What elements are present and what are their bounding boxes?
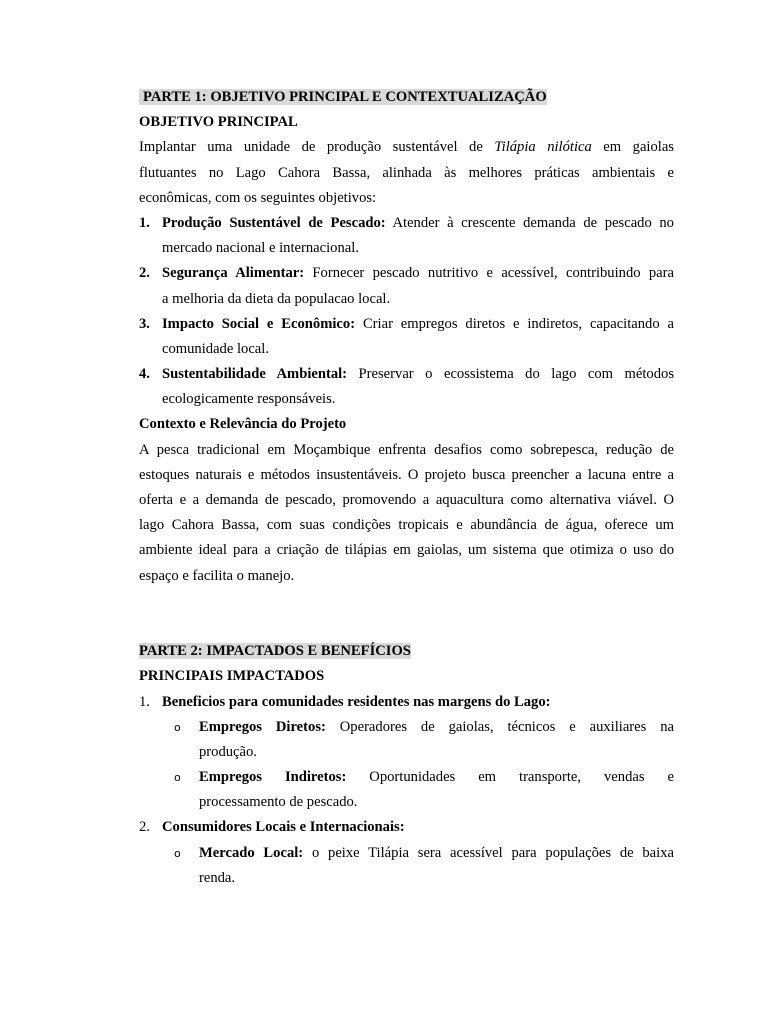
impact-item-cont: processamento de pescado. xyxy=(199,794,358,811)
impact-item-cont: renda. xyxy=(199,869,236,886)
part2-heading-text: PARTE 2: IMPACTADOS E BENEFÍCIOS xyxy=(139,643,411,660)
intro-line-1: Implantar uma unidade de produção sustentável de Tilápia nilótica em gaiolas xyxy=(139,139,674,156)
document-body xyxy=(139,85,674,891)
objective-item-cont: a melhoria da dieta da populacao local. xyxy=(162,290,391,307)
objective-item: 4. Sustentabilidade Ambiental: Preservar o ecossistema do lago com métodos xyxy=(139,366,674,383)
impact-item: o Empregos Indiretos: Oportunidades em transporte, vendas e xyxy=(139,765,674,790)
bullet-icon: o xyxy=(174,720,181,734)
impact-group: 2. Consumidores Locais e Internacionais: xyxy=(139,819,405,836)
objective-item: 3. Impacto Social e Econômico: Criar empregos diretos e indiretos, capacitando a xyxy=(139,315,674,332)
objective-item-cont: mercado nacional e internacional. xyxy=(162,240,359,257)
intro-line-3: econômicas, com os seguintes objetivos: xyxy=(139,189,377,206)
section-spacer xyxy=(139,589,674,639)
objective-item: 2. Segurança Alimentar: Fornecer pescado nutritivo e acessível, contribuindo para xyxy=(139,265,674,282)
part2-heading xyxy=(139,639,674,664)
part2-subheading: PRINCIPAIS IMPACTADOS xyxy=(139,668,325,685)
context-line: ambiente ideal para a criação de tilápias em gaiolas, um sistema que otimiza o uso do xyxy=(139,542,674,559)
objective-item-cont: comunidade local. xyxy=(162,340,269,357)
context-line: espaço e facilita o manejo. xyxy=(139,567,295,584)
part1-heading xyxy=(139,85,674,110)
objective-item-cont: ecologicamente responsáveis. xyxy=(162,391,336,408)
intro-line-2: flutuantes no Lago Cahora Bassa, alinhada às melhores práticas ambientais e xyxy=(139,164,674,181)
part1-heading-text: PARTE 1: OBJETIVO PRINCIPAL E CONTEXTUALIZAÇÃO xyxy=(139,89,547,105)
part1-subheading: OBJETIVO PRINCIPAL xyxy=(139,114,298,131)
bullet-icon: o xyxy=(174,771,181,785)
impact-item: o Empregos Diretos: Operadores de gaiolas, técnicos e auxiliares na xyxy=(139,715,674,740)
context-line: estoques naturais e métodos insustentáveis. O projeto busca preencher a lacuna entre a xyxy=(139,466,674,483)
context-line: lago Cahora Bassa, com suas condições tropicais e abundância de água, oferece um xyxy=(139,517,674,534)
impact-item-cont: produção. xyxy=(199,743,257,760)
impact-group: 1. Beneficios para comunidades residentes nas margens do Lago: xyxy=(139,693,551,710)
context-line: A pesca tradicional em Moçambique enfrenta desafios como sobrepesca, redução de xyxy=(139,441,674,458)
context-heading: Contexto e Relevância do Projeto xyxy=(139,416,347,433)
objective-item: 1. Produção Sustentável de Pescado: Atender à crescente demanda de pescado no xyxy=(139,214,674,231)
impact-item: o Mercado Local: o peixe Tilápia sera acessível para populações de baixa xyxy=(139,841,674,866)
bullet-icon: o xyxy=(174,846,181,860)
context-line: oferta e a demanda de pescado, promovendo a aquacultura como alternativa viável. O xyxy=(139,492,674,508)
